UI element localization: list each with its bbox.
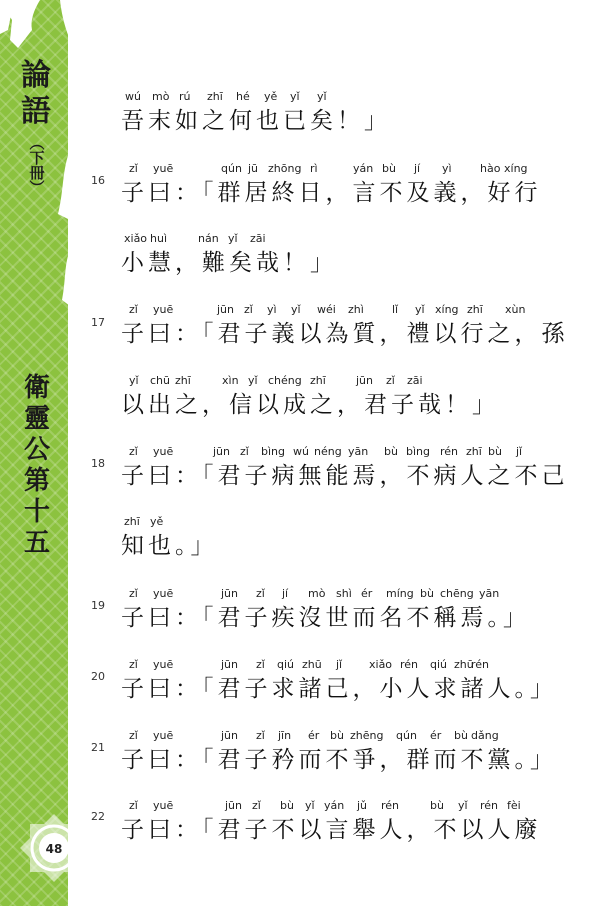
- pinyin-syllable: jí: [282, 587, 289, 600]
- pinyin-syllable: lǐ: [392, 303, 399, 316]
- pinyin-syllable: yǐ: [129, 374, 139, 387]
- pinyin-syllable: dǎng: [471, 729, 499, 742]
- verse-number: 21: [91, 741, 105, 754]
- pinyin-syllable: bìng: [406, 445, 430, 458]
- pinyin-syllable: yán: [353, 162, 374, 175]
- pinyin-syllable: zǐ: [129, 799, 138, 812]
- pinyin-syllable: rì: [310, 162, 318, 175]
- pinyin-syllable: jūn: [225, 799, 242, 812]
- pinyin-syllable: yì: [267, 303, 277, 316]
- pinyin-syllable: zāi: [407, 374, 423, 387]
- pinyin-syllable: ér: [308, 729, 320, 742]
- pinyin-syllable: shì: [336, 587, 352, 600]
- pinyin-syllable: zhī: [466, 445, 482, 458]
- pinyin-syllable: chū: [150, 374, 170, 387]
- pinyin-syllable: zhū: [302, 658, 322, 671]
- verse-text: 知也。」: [121, 533, 218, 559]
- chapter-title-char: 靈: [23, 404, 50, 434]
- pinyin-syllable: jūn: [217, 303, 234, 316]
- chapter-title-char: 衛: [23, 373, 50, 403]
- book-title-char: 論: [21, 58, 51, 93]
- pinyin-syllable: yě: [264, 90, 278, 103]
- pinyin-syllable: ér: [361, 587, 373, 600]
- pinyin-syllable: bìng: [261, 445, 285, 458]
- pinyin-syllable: rén: [400, 658, 419, 671]
- pinyin-syllable: yuē: [153, 445, 174, 458]
- pinyin-syllable: chéng: [268, 374, 302, 387]
- pinyin-syllable: huì: [150, 232, 167, 245]
- pinyin-syllable: zhì: [348, 303, 364, 316]
- pinyin-syllable: wú: [125, 90, 141, 103]
- verse-number: 17: [91, 316, 105, 329]
- verse-number: 20: [91, 670, 105, 683]
- pinyin-syllable: xìn: [222, 374, 239, 387]
- pinyin-syllable: yuē: [153, 658, 174, 671]
- pinyin-syllable: jūn: [221, 587, 238, 600]
- pinyin-syllable: zǐ: [129, 445, 138, 458]
- pinyin-syllable: zǐ: [244, 303, 253, 316]
- pinyin-syllable: zhōng: [268, 162, 302, 175]
- pinyin-syllable: xiǎo: [369, 658, 393, 671]
- pinyin-syllable: zhī: [124, 515, 140, 528]
- pinyin-syllable: jǔ: [357, 799, 368, 812]
- volume-label: （下冊）: [27, 135, 46, 195]
- chapter-title-char: 第: [23, 466, 50, 496]
- pinyin-syllable: zǐ: [129, 729, 138, 742]
- pinyin-syllable: qiú: [277, 658, 295, 671]
- verse-text: 子曰：「君子義以為質，禮以行之，孫: [121, 321, 569, 347]
- pinyin-syllable: jūn: [221, 729, 238, 742]
- pinyin-syllable: bù: [420, 587, 434, 600]
- verse-text: 吾末如之何也已矣！」: [121, 108, 391, 134]
- pinyin-syllable: jūn: [356, 374, 373, 387]
- pinyin-syllable: yǐ: [290, 90, 300, 103]
- pinyin-syllable: yuē: [153, 587, 174, 600]
- pinyin-syllable: zǐ: [240, 445, 249, 458]
- pinyin-syllable: zǐ: [256, 729, 265, 742]
- pinyin-syllable: yǐ: [317, 90, 327, 103]
- pinyin-syllable: yán: [324, 799, 345, 812]
- pinyin-syllable: ér: [430, 729, 442, 742]
- pinyin-syllable: mò: [308, 587, 326, 600]
- pinyin-syllable: jū: [248, 162, 259, 175]
- pinyin-syllable: zǐ: [129, 303, 138, 316]
- pinyin-syllable: zǐ: [129, 658, 138, 671]
- pinyin-syllable: xíng: [504, 162, 528, 175]
- pinyin-syllable: bù: [382, 162, 396, 175]
- pinyin-syllable: wú: [293, 445, 309, 458]
- pinyin-syllable: zǐ: [256, 658, 265, 671]
- book-title-char: 語: [21, 94, 51, 129]
- pinyin-syllable: bù: [330, 729, 344, 742]
- pinyin-syllable: zǐ: [129, 587, 138, 600]
- pinyin-syllable: hé: [236, 90, 250, 103]
- pinyin-syllable: yì: [442, 162, 452, 175]
- verse-number: 18: [91, 457, 105, 470]
- pinyin-syllable: bù: [384, 445, 398, 458]
- verse-text: 子曰：「君子疾沒世而名不稱焉。」: [121, 605, 530, 631]
- pinyin-syllable: yě: [150, 515, 164, 528]
- verse-text: 以出之，信以成之，君子哉！」: [121, 392, 499, 418]
- pinyin-syllable: jūn: [213, 445, 230, 458]
- pinyin-syllable: yuē: [153, 729, 174, 742]
- pinyin-syllable: rú: [179, 90, 191, 103]
- pinyin-syllable: chēng: [440, 587, 474, 600]
- pinyin-syllable: bù: [488, 445, 502, 458]
- pinyin-syllable: qiú: [430, 658, 448, 671]
- pinyin-syllable: yuē: [153, 303, 174, 316]
- pinyin-syllable: rén: [381, 799, 400, 812]
- pinyin-syllable: zǐ: [129, 162, 138, 175]
- pinyin-syllable: wéi: [317, 303, 336, 316]
- pinyin-syllable: yuē: [153, 162, 174, 175]
- verse-text: 子曰：「君子不以言舉人，不以人廢: [121, 817, 542, 843]
- pinyin-syllable: xùn: [505, 303, 526, 316]
- pinyin-syllable: yǐ: [248, 374, 258, 387]
- chapter-title-char: 五: [23, 528, 50, 558]
- pinyin-syllable: zhī: [467, 303, 483, 316]
- pinyin-syllable: xiǎo: [124, 232, 148, 245]
- pinyin-syllable: jīn: [278, 729, 292, 742]
- pinyin-syllable: bù: [454, 729, 468, 742]
- book-title: [14, 58, 58, 196]
- pinyin-syllable: xíng: [435, 303, 459, 316]
- chapter-title-char: 十: [23, 497, 50, 527]
- page-number: 48: [45, 842, 63, 856]
- pinyin-syllable: yān: [348, 445, 369, 458]
- verse-text: 子曰：「君子病無能焉，不病人之不己: [121, 463, 569, 489]
- pinyin-syllable: jūn: [221, 658, 238, 671]
- verse-number: 19: [91, 599, 105, 612]
- pinyin-syllable: zhū: [454, 658, 474, 671]
- pinyin-syllable: qún: [396, 729, 417, 742]
- pinyin-syllable: yǐ: [228, 232, 238, 245]
- pinyin-syllable: nán: [198, 232, 219, 245]
- pinyin-syllable: néng: [314, 445, 342, 458]
- verse-number: 22: [91, 810, 105, 823]
- pinyin-syllable: hào: [480, 162, 501, 175]
- verse-text: 小慧，難矣哉！」: [121, 250, 337, 276]
- pinyin-syllable: yǐ: [415, 303, 425, 316]
- chapter-title: [20, 373, 54, 559]
- pinyin-syllable: zǐ: [256, 587, 265, 600]
- pinyin-syllable: zāi: [250, 232, 266, 245]
- verse-text: 子曰：「君子矜而不爭，群而不黨。」: [121, 747, 557, 773]
- pinyin-syllable: qún: [221, 162, 242, 175]
- pinyin-syllable: zhī: [207, 90, 223, 103]
- pinyin-syllable: yuē: [153, 799, 174, 812]
- pinyin-syllable: rén: [480, 799, 499, 812]
- pinyin-syllable: bù: [430, 799, 444, 812]
- pinyin-syllable: mò: [152, 90, 170, 103]
- pinyin-syllable: rén: [440, 445, 459, 458]
- pinyin-syllable: yǐ: [291, 303, 301, 316]
- pinyin-syllable: fèi: [507, 799, 521, 812]
- pinyin-syllable: yān: [479, 587, 500, 600]
- verse-text: 子曰：「群居終日，言不及義，好行: [121, 180, 542, 206]
- pinyin-syllable: yǐ: [305, 799, 315, 812]
- chapter-title-char: 公: [23, 435, 50, 465]
- verse-text: 子曰：「君子求諸己，小人求諸人。」: [121, 676, 557, 702]
- pinyin-syllable: jǐ: [336, 658, 343, 671]
- pinyin-syllable: yǐ: [458, 799, 468, 812]
- pinyin-syllable: zhēng: [350, 729, 384, 742]
- pinyin-syllable: jí: [414, 162, 421, 175]
- verse-number: 16: [91, 174, 105, 187]
- pinyin-syllable: zǐ: [386, 374, 395, 387]
- pinyin-syllable: bù: [280, 799, 294, 812]
- pinyin-syllable: zǐ: [252, 799, 261, 812]
- pinyin-syllable: jǐ: [516, 445, 523, 458]
- pinyin-syllable: zhī: [175, 374, 191, 387]
- pinyin-syllable: zhī: [310, 374, 326, 387]
- pinyin-syllable: rén: [471, 658, 490, 671]
- pinyin-syllable: míng: [386, 587, 414, 600]
